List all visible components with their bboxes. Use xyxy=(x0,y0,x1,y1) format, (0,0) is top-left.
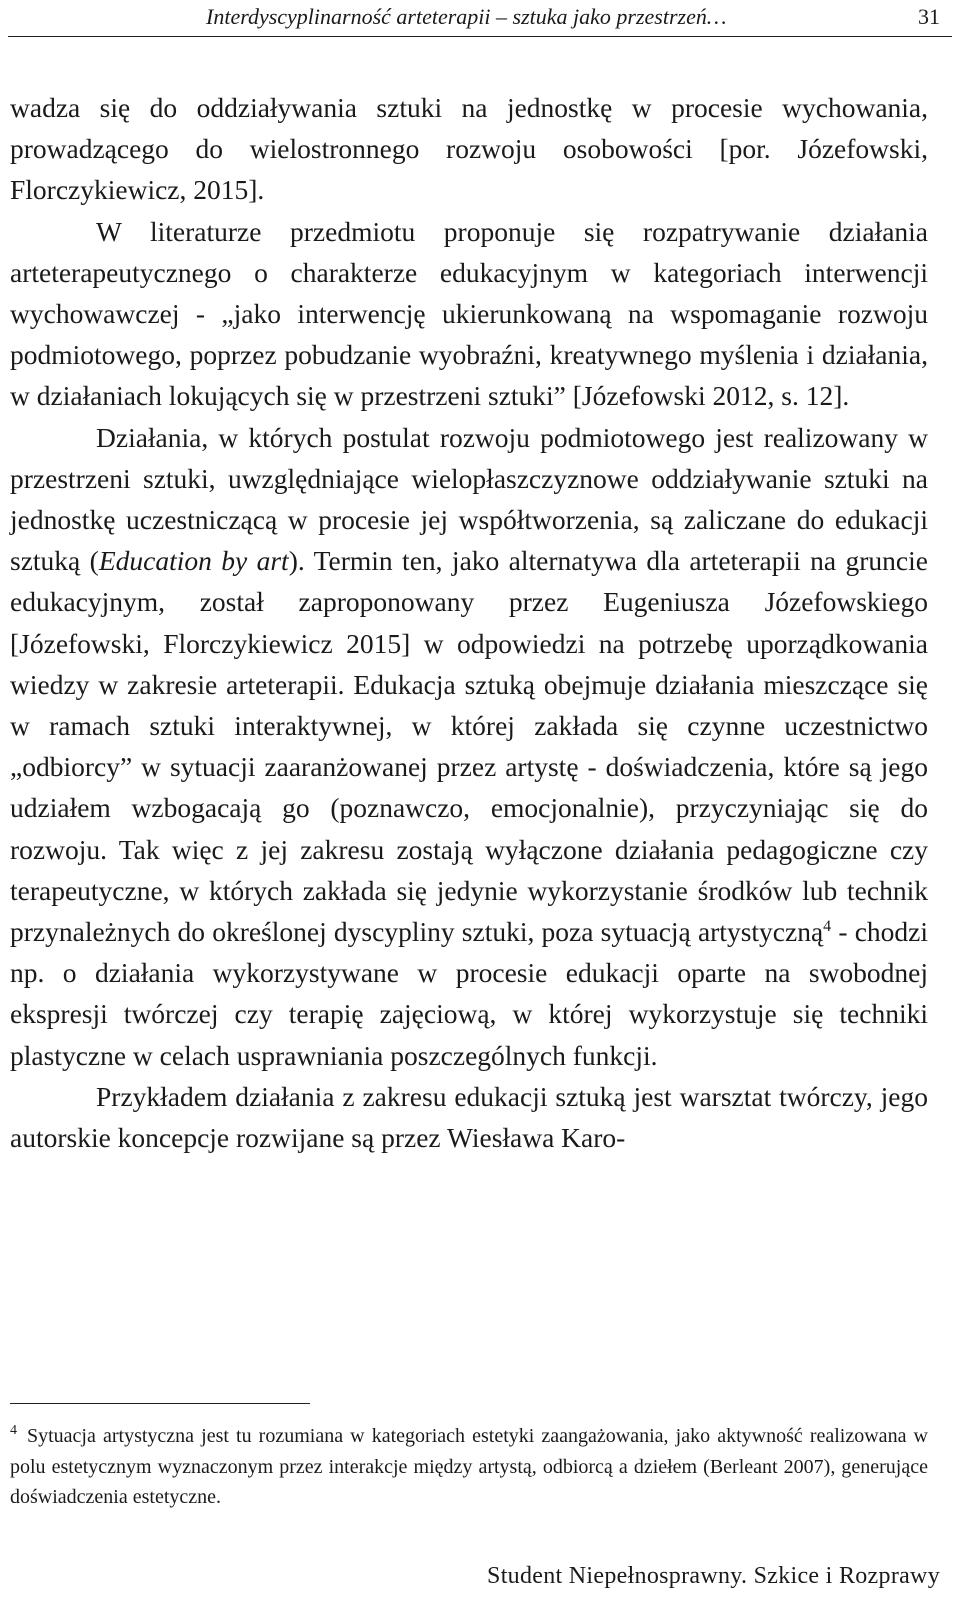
footnote-text: Sytuacja artystyczna jest tu rozumiana w kategoriach estetyki zaangażowania, jako aktywność realizowana w polu estetycznym wyznaczonym przez interakcje między artystą, odbiorcą a dziełem (Berleant 2007), generujące doświadczenia estetyczne. xyxy=(10,1425,928,1508)
footnote xyxy=(10,1421,928,1513)
paragraph-3-text-a: Działania, w których postulat rozwoju podmiotowego jest realizowany w przestrzeni sztuki, uwzględniające wielopłaszczyznowe oddziaływanie sztuki na jednostkę uczestniczącą w procesie jej współtworzenia, są zaliczane do edukacji sztuką ( xyxy=(10,421,928,577)
paragraph-1: wadza się do oddziaływania sztuki na jednostkę w procesie wychowania, prowadzącego do wielostronnego rozwoju osobowości [por. Józefowski, Florczykiewicz, 2015]. xyxy=(10,92,928,206)
footnote-separator xyxy=(10,1403,310,1404)
paragraph-4: Przykładem działania z zakresu edukacji sztuką jest warsztat twórczy, jego autorskie koncepcje rozwijane są przez Wiesława Karo- xyxy=(10,1080,928,1154)
paragraph-3 xyxy=(10,417,928,1076)
footnote-reference[interactable]: 4 xyxy=(823,917,832,935)
paragraph-2: W literaturze przedmiotu proponuje się rozpatrywanie działania arteterapeutycznego o charakterze edukacyjnym w kategoriach interwencji wychowawczej - „jako interwencję ukierunkowaną na wspomaganie rozwoju podmiotowego, poprzez pobudzanie wyobraźni, kreatywnego myślenia i działania, w działaniach lokujących się w przestrzeni sztuki” [Józefowski 2012, s. 12]. xyxy=(10,215,928,412)
paragraph-3-text-c: - chodzi np. o działania wykorzystywane w procesie edukacji oparte na swobodnej ekspresji twórczej czy terapię zajęciową, w której wykorzystuje się techniki plastyczne w celach usprawniania poszczególnych funkcji. xyxy=(10,916,929,1071)
footnote-number: 4 xyxy=(10,1423,17,1439)
page-number: 31 xyxy=(918,4,940,29)
page-header xyxy=(8,0,952,37)
running-head: Interdyscyplinarność arteterapii – sztuka jako przestrzeń… xyxy=(206,4,727,29)
paragraph-3-text-b: ). Termin ten, jako alternatywa dla arteterapii na gruncie edukacyjnym, został zaproponowany przez Eugeniusza Józefowskiego [Józefowski, Florczykiewicz 2015] w odpowiedzi na potrzebę uporządkowania wiedzy w zakresie arteterapii. Edukacja sztuką obejmuje działania mieszczące się w ramach sztuki interaktywnej, w której zakłada się czynne uczestnictwo „odbiorcy” w sytuacji zaaranżowanej przez artystę - doświadczenia, które są jego udziałem wzbogacają go (poznawczo, emocjonalnie), przyczyniając się do rozwoju. Tak więc z jej zakresu zostają wyłączone działania pedagogiczne czy terapeutyczne, w których zakłada się jedynie wykorzystanie środków lub technik przynależnych do określonej dyscypliny sztuki, poza sytuacją artystyczną xyxy=(10,545,928,948)
education-by-art-term: Education by art xyxy=(98,545,289,577)
body-text xyxy=(10,87,928,1158)
journal-footer: Student Niepełnosprawny. Szkice i Rozprawy xyxy=(487,1563,940,1589)
